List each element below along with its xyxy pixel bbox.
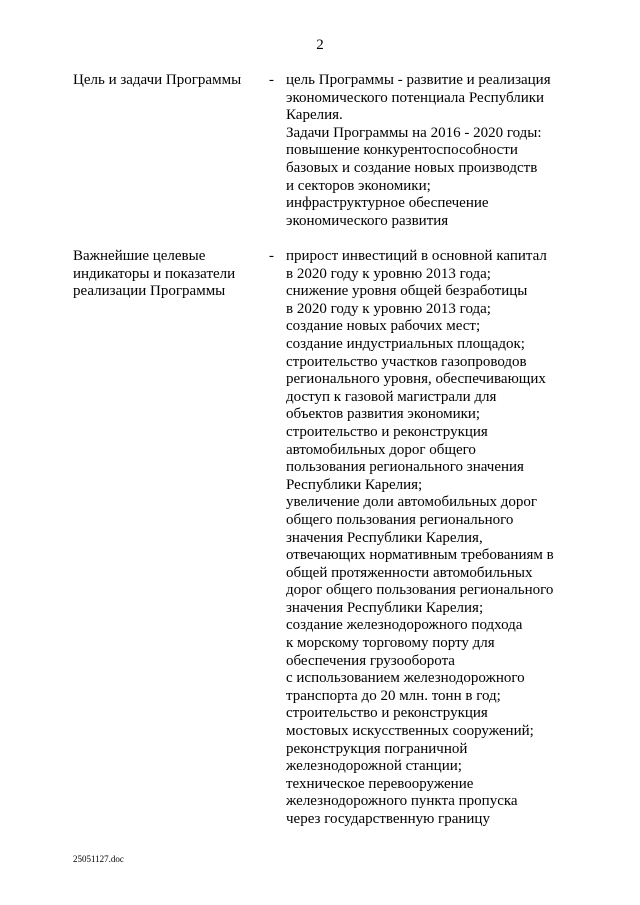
indicators-line: мостовых искусственных сооружений; bbox=[286, 723, 534, 740]
indicators-line: в 2020 году к уровню 2013 года; bbox=[286, 300, 491, 317]
goal-line: цель Программы - развитие и реализация bbox=[286, 72, 551, 88]
indicators-label-line: реализации Программы bbox=[73, 283, 226, 300]
indicators-line: дорог общего пользования регионального bbox=[286, 582, 554, 599]
goal-content bbox=[286, 72, 586, 230]
page-number: 2 bbox=[316, 37, 324, 53]
indicators-label-line: индикаторы и показатели bbox=[73, 265, 236, 282]
indicators-line: строительство и реконструкция bbox=[286, 423, 488, 440]
indicators-line: пользования регионального значения bbox=[286, 459, 524, 476]
goal-line: экономического развития bbox=[286, 212, 449, 229]
goal-dash: - bbox=[269, 72, 274, 88]
goal-label-line: Цель и задачи Программы bbox=[73, 72, 242, 88]
indicators-line: Республики Карелия; bbox=[286, 476, 423, 493]
indicators-line: железнодорожного пункта пропуска bbox=[286, 793, 518, 810]
indicators-line: создание железнодорожного подхода bbox=[286, 617, 523, 634]
indicators-dash: - bbox=[269, 248, 274, 264]
indicators-label bbox=[73, 248, 263, 301]
indicators-line: общего пользования регионального bbox=[286, 511, 514, 528]
goal-line: Задачи Программы на 2016 - 2020 годы: bbox=[286, 124, 542, 141]
goal-line: повышение конкурентоспособности bbox=[286, 142, 518, 159]
goal-line: и секторов экономики; bbox=[286, 177, 431, 194]
goal-line: экономического потенциала Республики bbox=[286, 89, 545, 106]
goal-line: базовых и создание новых производств bbox=[286, 159, 538, 176]
goal-label bbox=[73, 72, 263, 90]
indicators-line: снижение уровня общей безработицы bbox=[286, 283, 528, 300]
indicators-line: с использованием железнодорожного bbox=[286, 670, 525, 687]
indicators-line: общей протяженности автомобильных bbox=[286, 564, 533, 581]
indicators-line: строительство и реконструкция bbox=[286, 705, 488, 722]
indicators-line: создание индустриальных площадок; bbox=[286, 335, 525, 352]
goal-line: Карелия. bbox=[286, 107, 343, 124]
indicators-line: создание новых рабочих мест; bbox=[286, 318, 481, 335]
indicators-line: значения Республики Карелия; bbox=[286, 599, 484, 616]
indicators-line: железнодорожной станции; bbox=[286, 758, 462, 775]
indicators-line: увеличение доли автомобильных дорог bbox=[286, 494, 538, 511]
goal-line: инфраструктурное обеспечение bbox=[286, 195, 489, 212]
indicators-line: автомобильных дорог общего bbox=[286, 441, 476, 458]
indicators-line: к морскому торговому порту для bbox=[286, 635, 495, 652]
indicators-line: транспорта до 20 млн. тонн в год; bbox=[286, 687, 501, 704]
indicators-line: через государственную границу bbox=[286, 811, 490, 827]
indicators-line: в 2020 году к уровню 2013 года; bbox=[286, 265, 491, 282]
indicators-line: обеспечения грузооборота bbox=[286, 652, 455, 669]
indicators-line: строительство участков газопроводов bbox=[286, 353, 527, 370]
document-filename: 25051127.doc bbox=[73, 854, 124, 864]
indicators-line: прирост инвестиций в основной капитал bbox=[286, 248, 547, 264]
indicators-line: реконструкция пограничной bbox=[286, 740, 468, 757]
indicators-label-line: Важнейшие целевые bbox=[73, 248, 206, 264]
indicators-line: регионального уровня, обеспечивающих bbox=[286, 371, 546, 388]
indicators-line: значения Республики Карелия, bbox=[286, 529, 483, 546]
indicators-line: отвечающих нормативным требованиям в bbox=[286, 547, 554, 564]
indicators-line: доступ к газовой магистрали для bbox=[286, 388, 497, 405]
indicators-line: техническое перевооружение bbox=[286, 775, 474, 792]
indicators-line: объектов развития экономики; bbox=[286, 406, 481, 423]
indicators-content bbox=[286, 248, 586, 829]
